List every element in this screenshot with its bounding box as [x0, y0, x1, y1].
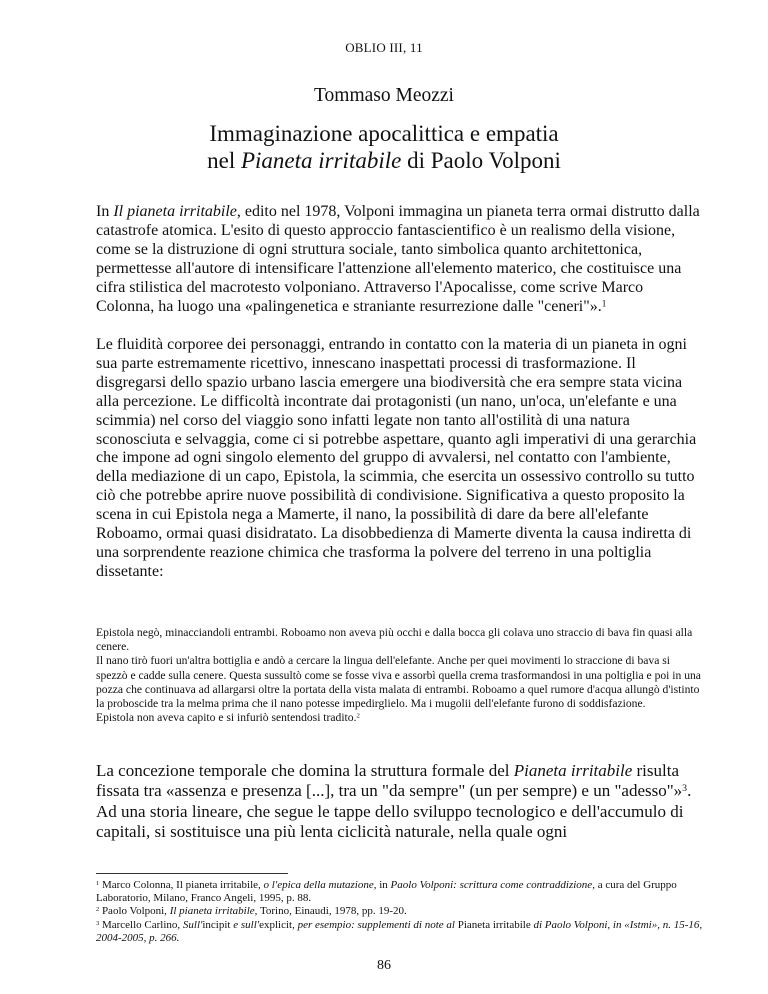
footnote-1-in: , in: [373, 879, 391, 891]
footnote-3-publication: , in «Istmi», n. 15-16, 2004-2005, p. 266.: [96, 918, 703, 944]
footnote-2-publication: Torino, Einaudi, 1978, pp. 19-20.: [257, 905, 407, 918]
body-paragraph-1: [96, 203, 701, 316]
footnote-3-title-c: e sull': [230, 918, 260, 931]
footnote-3-title-f: Pianeta irritabile: [457, 918, 531, 931]
footnote-ref-2[interactable]: 2: [356, 712, 360, 720]
article-author: Tommaso Meozzi: [314, 85, 454, 106]
footnote-2-number: 2: [96, 906, 100, 914]
footnote-1-volume: Paolo Volponi: scrittura come contraddizione: [390, 879, 593, 891]
quote-line-3: [96, 711, 704, 725]
running-header: OBLIO III, 11: [345, 40, 423, 55]
quote-line-3-text: Epistola non aveva capito e si infuriò sentendosi tradito.: [96, 711, 357, 725]
paragraph-3-part-1: La concezione temporale che domina la struttura formale del: [96, 761, 514, 780]
footnote-2-author: Paolo Volponi,: [99, 905, 170, 918]
footnote-1-author: Marco Colonna, Il pianeta irritabile: [99, 879, 259, 891]
footnote-separator: [96, 873, 288, 874]
footnote-3-title-g: di Paolo Volponi: [530, 918, 608, 931]
footnote-1-number: 1: [96, 879, 100, 887]
footnote-3-title-b: incipit: [202, 918, 231, 931]
footnotes: [96, 879, 704, 945]
footnote-1-publication: , a cura del Gruppo Laboratorio, Milano, Franco Angeli, 1995, p. 88.: [96, 879, 677, 905]
footnote-ref-1[interactable]: 1: [601, 298, 607, 309]
footnote-ref-3[interactable]: 3: [682, 783, 688, 795]
page-number: 86: [377, 958, 391, 973]
quote-line-2: Il nano tirò fuori un'altra bottiglia e andò a cercare la lingua dell'elefante. Anche per quei movimenti lo straccione di bava si spezzò e cadde sulla cenere. Questa sussultò come se fosse viva e assorbì quella crema trasformandosi in una poltiglia e poi in una pozza che continuava ad allargarsi oltre la portata della vista malata di entrambi. Roboamo a quel rumore d'acqua allungò d'istinto la proboscide tra la melma prima che il nano potesse impedirglielo. Ma i mugolii dell'elefante furono di soddisfazione.: [96, 654, 701, 711]
paragraph-3-part-2: risulta fissata tra «assenza e presenza [...], tra un "da sempre" (un per sempre) e un "adesso"»: [96, 761, 683, 801]
paragraph-1-text: , edito nel 1978, Volponi immagina un pianeta terra ormai distrutto dalla catastrofe atomica. L'esito di questo approccio fantascientifico è un realismo della visione, come se la distruzione di ogni struttura sociale, tanto simbolica quanto architettonica, permettesse all'autore di intensificare l'attenzione all'elemento materico, che costituisce una cifra stilistica del macrotesto volponiano. Attraverso l'Apocalisse, come scrive Marco Colonna, ha luogo una «palingenetica e straniante resurrezione dalle "ceneri"».: [96, 203, 700, 315]
paragraph-2-text: Le fluidità corporee dei personaggi, entrando in contatto con la materia di un pianeta in ogni sua parte estremamente ricettivo, innescano inaspettati processi di trasformazione. Il disgregarsi dello spazio urbano lascia emergere una biodiversità che era sempre stata vicina alla percezione. Le difficoltà incontrate dai protagonisti (un nano, un'oca, un'elefante e una scimmia) nel corso del viaggio sono infatti legate non tanto all'ostilità di una natura sconosciuta e selvaggia, come ci si potrebbe aspettare, quanto agli imperativi di una gerarchia che impone ad ogni singolo elemento del gruppo di avvalersi, nel contatto con l'ambiente, della mediazione di un capo, Epistola, la scimmia, che esercita un ossessivo controllo su tutto ciò che potrebbe aprire nuove possibilità di condivisione. Significativa a questo proposito la scena in cui Epistola nega a Mamerte, il nano, la possibilità di dare da bere all'elefante Roboamo, ormai quasi disidratato. La disobbedienza di Mamerte diventa la causa indiretta di una sorprendente reazione chimica che trasforma la polvere del terreno in una poltiglia dissetante:: [96, 336, 697, 580]
quote-line-1: Epistola negò, minacciandoli entrambi. Roboamo non aveva più occhi e dalla bocca gli colava uno straccio di bava fin quasi alla cenere.: [96, 626, 693, 654]
footnote-3: [96, 919, 704, 945]
article-title: [0, 120, 768, 174]
title-line-1: Immaginazione apocalittica e empatia: [209, 121, 559, 146]
footnote-3-title-d: explicit: [259, 918, 293, 931]
title-line-2: [0, 147, 768, 174]
paragraph-3-work-title: Pianeta irritabile: [513, 761, 633, 780]
footnote-3-author: Marcello Carlino,: [99, 918, 183, 931]
footnote-1-subtitle: , o l'epica della mutazione: [258, 879, 374, 891]
footnote-2: [96, 905, 704, 918]
footnote-2-title: Il pianeta irritabile,: [169, 905, 258, 918]
paragraph-1-work-title: Il pianeta irritabile: [113, 203, 237, 220]
footnote-1: [96, 879, 704, 905]
body-paragraph-2: [96, 336, 701, 582]
footnote-3-number: 3: [96, 919, 100, 927]
block-quotation: [96, 626, 704, 725]
paragraph-1-lead: In: [96, 203, 114, 220]
body-paragraph-3: [96, 761, 701, 842]
title-line-2-italic: Pianeta irritabile: [240, 148, 402, 173]
footnote-3-title-e: , per esempio: supplementi di note al: [292, 918, 458, 931]
footnote-3-title-a: Sull': [182, 918, 203, 931]
paragraph-3-part-3: . Ad una storia lineare, che segue le tappe dello sviluppo tecnologico e dell'accumulo di capitali, si sostituisce una più lenta ciclicità naturale, nella quale ogni: [96, 781, 692, 841]
title-line-2-post: di Paolo Volponi: [401, 148, 561, 173]
title-line-2-pre: nel: [207, 148, 241, 173]
